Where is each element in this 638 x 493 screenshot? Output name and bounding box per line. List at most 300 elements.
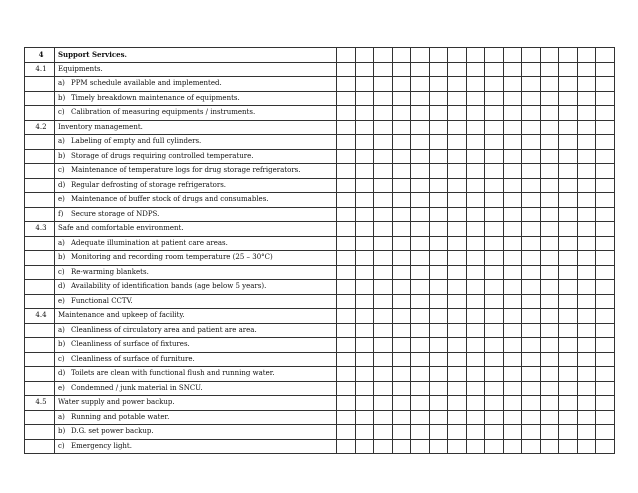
check-cell[interactable] bbox=[411, 77, 430, 92]
check-cell[interactable] bbox=[355, 106, 374, 121]
check-cell[interactable] bbox=[392, 352, 411, 367]
check-cell[interactable] bbox=[559, 280, 578, 295]
check-cell[interactable] bbox=[429, 164, 448, 179]
check-cell[interactable] bbox=[448, 106, 467, 121]
check-cell[interactable] bbox=[429, 48, 448, 63]
check-cell[interactable] bbox=[485, 149, 504, 164]
check-cell[interactable] bbox=[374, 106, 393, 121]
check-cell[interactable] bbox=[337, 135, 356, 150]
check-cell[interactable] bbox=[448, 222, 467, 237]
check-cell[interactable] bbox=[596, 193, 615, 208]
check-cell[interactable] bbox=[485, 280, 504, 295]
check-cell[interactable] bbox=[559, 309, 578, 324]
check-cell[interactable] bbox=[392, 439, 411, 454]
check-cell[interactable] bbox=[448, 265, 467, 280]
check-cell[interactable] bbox=[596, 164, 615, 179]
check-cell[interactable] bbox=[448, 120, 467, 135]
check-cell[interactable] bbox=[577, 309, 596, 324]
check-cell[interactable] bbox=[577, 396, 596, 411]
check-cell[interactable] bbox=[374, 410, 393, 425]
check-cell[interactable] bbox=[559, 207, 578, 222]
check-cell[interactable] bbox=[540, 265, 559, 280]
check-cell[interactable] bbox=[392, 265, 411, 280]
check-cell[interactable] bbox=[466, 425, 485, 440]
check-cell[interactable] bbox=[485, 164, 504, 179]
check-cell[interactable] bbox=[522, 135, 541, 150]
check-cell[interactable] bbox=[374, 236, 393, 251]
check-cell[interactable] bbox=[448, 91, 467, 106]
check-cell[interactable] bbox=[485, 251, 504, 266]
check-cell[interactable] bbox=[392, 164, 411, 179]
check-cell[interactable] bbox=[522, 193, 541, 208]
check-cell[interactable] bbox=[577, 265, 596, 280]
check-cell[interactable] bbox=[429, 352, 448, 367]
check-cell[interactable] bbox=[503, 280, 522, 295]
check-cell[interactable] bbox=[448, 309, 467, 324]
check-cell[interactable] bbox=[374, 338, 393, 353]
check-cell[interactable] bbox=[374, 207, 393, 222]
check-cell[interactable] bbox=[577, 410, 596, 425]
check-cell[interactable] bbox=[503, 178, 522, 193]
check-cell[interactable] bbox=[374, 77, 393, 92]
check-cell[interactable] bbox=[411, 236, 430, 251]
check-cell[interactable] bbox=[559, 381, 578, 396]
check-cell[interactable] bbox=[337, 251, 356, 266]
check-cell[interactable] bbox=[411, 294, 430, 309]
check-cell[interactable] bbox=[485, 338, 504, 353]
check-cell[interactable] bbox=[466, 222, 485, 237]
check-cell[interactable] bbox=[596, 439, 615, 454]
check-cell[interactable] bbox=[503, 439, 522, 454]
check-cell[interactable] bbox=[540, 352, 559, 367]
check-cell[interactable] bbox=[503, 91, 522, 106]
check-cell[interactable] bbox=[466, 294, 485, 309]
check-cell[interactable] bbox=[503, 381, 522, 396]
check-cell[interactable] bbox=[559, 439, 578, 454]
check-cell[interactable] bbox=[577, 236, 596, 251]
check-cell[interactable] bbox=[559, 323, 578, 338]
check-cell[interactable] bbox=[411, 106, 430, 121]
check-cell[interactable] bbox=[337, 439, 356, 454]
check-cell[interactable] bbox=[596, 48, 615, 63]
check-cell[interactable] bbox=[577, 439, 596, 454]
check-cell[interactable] bbox=[411, 149, 430, 164]
check-cell[interactable] bbox=[485, 193, 504, 208]
check-cell[interactable] bbox=[522, 77, 541, 92]
check-cell[interactable] bbox=[355, 91, 374, 106]
check-cell[interactable] bbox=[429, 323, 448, 338]
check-cell[interactable] bbox=[337, 294, 356, 309]
check-cell[interactable] bbox=[577, 323, 596, 338]
check-cell[interactable] bbox=[466, 439, 485, 454]
check-cell[interactable] bbox=[503, 410, 522, 425]
check-cell[interactable] bbox=[466, 251, 485, 266]
check-cell[interactable] bbox=[355, 48, 374, 63]
check-cell[interactable] bbox=[596, 309, 615, 324]
check-cell[interactable] bbox=[466, 280, 485, 295]
check-cell[interactable] bbox=[503, 135, 522, 150]
check-cell[interactable] bbox=[355, 251, 374, 266]
check-cell[interactable] bbox=[540, 178, 559, 193]
check-cell[interactable] bbox=[392, 410, 411, 425]
check-cell[interactable] bbox=[337, 222, 356, 237]
check-cell[interactable] bbox=[337, 323, 356, 338]
check-cell[interactable] bbox=[392, 425, 411, 440]
check-cell[interactable] bbox=[448, 164, 467, 179]
check-cell[interactable] bbox=[337, 77, 356, 92]
check-cell[interactable] bbox=[355, 381, 374, 396]
check-cell[interactable] bbox=[355, 164, 374, 179]
check-cell[interactable] bbox=[559, 48, 578, 63]
check-cell[interactable] bbox=[577, 149, 596, 164]
check-cell[interactable] bbox=[522, 120, 541, 135]
check-cell[interactable] bbox=[540, 294, 559, 309]
check-cell[interactable] bbox=[577, 62, 596, 77]
check-cell[interactable] bbox=[577, 178, 596, 193]
check-cell[interactable] bbox=[355, 396, 374, 411]
check-cell[interactable] bbox=[485, 309, 504, 324]
check-cell[interactable] bbox=[540, 91, 559, 106]
check-cell[interactable] bbox=[429, 222, 448, 237]
check-cell[interactable] bbox=[374, 222, 393, 237]
check-cell[interactable] bbox=[503, 265, 522, 280]
check-cell[interactable] bbox=[429, 294, 448, 309]
check-cell[interactable] bbox=[374, 149, 393, 164]
check-cell[interactable] bbox=[559, 410, 578, 425]
check-cell[interactable] bbox=[485, 48, 504, 63]
check-cell[interactable] bbox=[522, 106, 541, 121]
check-cell[interactable] bbox=[448, 251, 467, 266]
check-cell[interactable] bbox=[392, 280, 411, 295]
check-cell[interactable] bbox=[503, 106, 522, 121]
check-cell[interactable] bbox=[337, 280, 356, 295]
check-cell[interactable] bbox=[411, 120, 430, 135]
check-cell[interactable] bbox=[448, 77, 467, 92]
check-cell[interactable] bbox=[540, 425, 559, 440]
check-cell[interactable] bbox=[355, 193, 374, 208]
check-cell[interactable] bbox=[337, 193, 356, 208]
check-cell[interactable] bbox=[411, 62, 430, 77]
check-cell[interactable] bbox=[559, 149, 578, 164]
check-cell[interactable] bbox=[392, 120, 411, 135]
check-cell[interactable] bbox=[503, 338, 522, 353]
check-cell[interactable] bbox=[411, 48, 430, 63]
check-cell[interactable] bbox=[559, 294, 578, 309]
check-cell[interactable] bbox=[522, 381, 541, 396]
check-cell[interactable] bbox=[337, 309, 356, 324]
check-cell[interactable] bbox=[392, 207, 411, 222]
check-cell[interactable] bbox=[466, 207, 485, 222]
check-cell[interactable] bbox=[374, 48, 393, 63]
check-cell[interactable] bbox=[522, 48, 541, 63]
check-cell[interactable] bbox=[596, 77, 615, 92]
check-cell[interactable] bbox=[448, 62, 467, 77]
check-cell[interactable] bbox=[411, 367, 430, 382]
check-cell[interactable] bbox=[411, 251, 430, 266]
check-cell[interactable] bbox=[337, 91, 356, 106]
check-cell[interactable] bbox=[429, 265, 448, 280]
check-cell[interactable] bbox=[411, 323, 430, 338]
check-cell[interactable] bbox=[596, 352, 615, 367]
check-cell[interactable] bbox=[577, 207, 596, 222]
check-cell[interactable] bbox=[559, 222, 578, 237]
check-cell[interactable] bbox=[540, 193, 559, 208]
check-cell[interactable] bbox=[559, 236, 578, 251]
check-cell[interactable] bbox=[522, 323, 541, 338]
check-cell[interactable] bbox=[429, 106, 448, 121]
check-cell[interactable] bbox=[355, 77, 374, 92]
check-cell[interactable] bbox=[466, 164, 485, 179]
check-cell[interactable] bbox=[540, 396, 559, 411]
check-cell[interactable] bbox=[596, 265, 615, 280]
check-cell[interactable] bbox=[429, 77, 448, 92]
check-cell[interactable] bbox=[596, 62, 615, 77]
check-cell[interactable] bbox=[411, 178, 430, 193]
check-cell[interactable] bbox=[540, 410, 559, 425]
check-cell[interactable] bbox=[392, 77, 411, 92]
check-cell[interactable] bbox=[448, 352, 467, 367]
check-cell[interactable] bbox=[485, 207, 504, 222]
check-cell[interactable] bbox=[411, 193, 430, 208]
check-cell[interactable] bbox=[559, 164, 578, 179]
check-cell[interactable] bbox=[355, 120, 374, 135]
check-cell[interactable] bbox=[448, 367, 467, 382]
check-cell[interactable] bbox=[466, 135, 485, 150]
check-cell[interactable] bbox=[337, 48, 356, 63]
check-cell[interactable] bbox=[485, 410, 504, 425]
check-cell[interactable] bbox=[559, 135, 578, 150]
check-cell[interactable] bbox=[485, 294, 504, 309]
check-cell[interactable] bbox=[355, 265, 374, 280]
check-cell[interactable] bbox=[540, 164, 559, 179]
check-cell[interactable] bbox=[374, 91, 393, 106]
check-cell[interactable] bbox=[429, 207, 448, 222]
check-cell[interactable] bbox=[374, 367, 393, 382]
check-cell[interactable] bbox=[485, 77, 504, 92]
check-cell[interactable] bbox=[374, 309, 393, 324]
check-cell[interactable] bbox=[503, 425, 522, 440]
check-cell[interactable] bbox=[466, 381, 485, 396]
check-cell[interactable] bbox=[411, 338, 430, 353]
check-cell[interactable] bbox=[485, 62, 504, 77]
check-cell[interactable] bbox=[448, 323, 467, 338]
check-cell[interactable] bbox=[522, 207, 541, 222]
check-cell[interactable] bbox=[596, 178, 615, 193]
check-cell[interactable] bbox=[374, 164, 393, 179]
check-cell[interactable] bbox=[577, 91, 596, 106]
check-cell[interactable] bbox=[392, 149, 411, 164]
check-cell[interactable] bbox=[559, 106, 578, 121]
check-cell[interactable] bbox=[596, 338, 615, 353]
check-cell[interactable] bbox=[392, 48, 411, 63]
check-cell[interactable] bbox=[374, 265, 393, 280]
check-cell[interactable] bbox=[559, 367, 578, 382]
check-cell[interactable] bbox=[559, 77, 578, 92]
check-cell[interactable] bbox=[392, 309, 411, 324]
check-cell[interactable] bbox=[466, 120, 485, 135]
check-cell[interactable] bbox=[337, 178, 356, 193]
check-cell[interactable] bbox=[540, 251, 559, 266]
check-cell[interactable] bbox=[577, 294, 596, 309]
check-cell[interactable] bbox=[374, 135, 393, 150]
check-cell[interactable] bbox=[374, 425, 393, 440]
check-cell[interactable] bbox=[559, 352, 578, 367]
check-cell[interactable] bbox=[411, 222, 430, 237]
check-cell[interactable] bbox=[448, 178, 467, 193]
check-cell[interactable] bbox=[522, 222, 541, 237]
check-cell[interactable] bbox=[540, 149, 559, 164]
check-cell[interactable] bbox=[559, 338, 578, 353]
check-cell[interactable] bbox=[540, 439, 559, 454]
check-cell[interactable] bbox=[596, 120, 615, 135]
check-cell[interactable] bbox=[411, 91, 430, 106]
check-cell[interactable] bbox=[577, 106, 596, 121]
check-cell[interactable] bbox=[466, 178, 485, 193]
check-cell[interactable] bbox=[503, 62, 522, 77]
check-cell[interactable] bbox=[522, 265, 541, 280]
check-cell[interactable] bbox=[411, 265, 430, 280]
check-cell[interactable] bbox=[522, 280, 541, 295]
check-cell[interactable] bbox=[392, 381, 411, 396]
check-cell[interactable] bbox=[429, 439, 448, 454]
check-cell[interactable] bbox=[503, 352, 522, 367]
check-cell[interactable] bbox=[337, 381, 356, 396]
check-cell[interactable] bbox=[503, 309, 522, 324]
check-cell[interactable] bbox=[429, 381, 448, 396]
check-cell[interactable] bbox=[411, 352, 430, 367]
check-cell[interactable] bbox=[392, 236, 411, 251]
check-cell[interactable] bbox=[448, 207, 467, 222]
check-cell[interactable] bbox=[429, 309, 448, 324]
check-cell[interactable] bbox=[466, 193, 485, 208]
check-cell[interactable] bbox=[429, 367, 448, 382]
check-cell[interactable] bbox=[540, 207, 559, 222]
check-cell[interactable] bbox=[411, 207, 430, 222]
check-cell[interactable] bbox=[577, 48, 596, 63]
check-cell[interactable] bbox=[337, 149, 356, 164]
check-cell[interactable] bbox=[355, 309, 374, 324]
check-cell[interactable] bbox=[559, 178, 578, 193]
check-cell[interactable] bbox=[466, 106, 485, 121]
check-cell[interactable] bbox=[522, 410, 541, 425]
check-cell[interactable] bbox=[577, 251, 596, 266]
check-cell[interactable] bbox=[429, 193, 448, 208]
check-cell[interactable] bbox=[448, 425, 467, 440]
check-cell[interactable] bbox=[596, 236, 615, 251]
check-cell[interactable] bbox=[559, 251, 578, 266]
check-cell[interactable] bbox=[503, 367, 522, 382]
check-cell[interactable] bbox=[540, 222, 559, 237]
check-cell[interactable] bbox=[503, 207, 522, 222]
check-cell[interactable] bbox=[355, 338, 374, 353]
check-cell[interactable] bbox=[503, 149, 522, 164]
check-cell[interactable] bbox=[448, 439, 467, 454]
check-cell[interactable] bbox=[485, 381, 504, 396]
check-cell[interactable] bbox=[466, 149, 485, 164]
check-cell[interactable] bbox=[411, 396, 430, 411]
check-cell[interactable] bbox=[448, 381, 467, 396]
check-cell[interactable] bbox=[540, 106, 559, 121]
check-cell[interactable] bbox=[429, 120, 448, 135]
check-cell[interactable] bbox=[355, 236, 374, 251]
check-cell[interactable] bbox=[448, 280, 467, 295]
check-cell[interactable] bbox=[337, 338, 356, 353]
check-cell[interactable] bbox=[485, 106, 504, 121]
check-cell[interactable] bbox=[596, 251, 615, 266]
check-cell[interactable] bbox=[559, 62, 578, 77]
check-cell[interactable] bbox=[429, 425, 448, 440]
check-cell[interactable] bbox=[485, 352, 504, 367]
check-cell[interactable] bbox=[596, 106, 615, 121]
check-cell[interactable] bbox=[540, 280, 559, 295]
check-cell[interactable] bbox=[392, 193, 411, 208]
check-cell[interactable] bbox=[355, 207, 374, 222]
check-cell[interactable] bbox=[374, 251, 393, 266]
check-cell[interactable] bbox=[429, 91, 448, 106]
check-cell[interactable] bbox=[540, 236, 559, 251]
check-cell[interactable] bbox=[503, 323, 522, 338]
check-cell[interactable] bbox=[577, 193, 596, 208]
check-cell[interactable] bbox=[448, 338, 467, 353]
check-cell[interactable] bbox=[540, 120, 559, 135]
check-cell[interactable] bbox=[355, 425, 374, 440]
check-cell[interactable] bbox=[485, 265, 504, 280]
check-cell[interactable] bbox=[429, 62, 448, 77]
check-cell[interactable] bbox=[448, 135, 467, 150]
check-cell[interactable] bbox=[392, 251, 411, 266]
check-cell[interactable] bbox=[337, 236, 356, 251]
check-cell[interactable] bbox=[596, 396, 615, 411]
check-cell[interactable] bbox=[429, 280, 448, 295]
check-cell[interactable] bbox=[466, 338, 485, 353]
check-cell[interactable] bbox=[337, 106, 356, 121]
check-cell[interactable] bbox=[522, 91, 541, 106]
check-cell[interactable] bbox=[540, 381, 559, 396]
check-cell[interactable] bbox=[337, 425, 356, 440]
check-cell[interactable] bbox=[596, 323, 615, 338]
check-cell[interactable] bbox=[522, 251, 541, 266]
check-cell[interactable] bbox=[577, 381, 596, 396]
check-cell[interactable] bbox=[577, 120, 596, 135]
check-cell[interactable] bbox=[429, 135, 448, 150]
check-cell[interactable] bbox=[355, 280, 374, 295]
check-cell[interactable] bbox=[429, 236, 448, 251]
check-cell[interactable] bbox=[485, 396, 504, 411]
check-cell[interactable] bbox=[503, 164, 522, 179]
check-cell[interactable] bbox=[559, 396, 578, 411]
check-cell[interactable] bbox=[355, 439, 374, 454]
check-cell[interactable] bbox=[596, 135, 615, 150]
check-cell[interactable] bbox=[466, 236, 485, 251]
check-cell[interactable] bbox=[559, 120, 578, 135]
check-cell[interactable] bbox=[355, 367, 374, 382]
check-cell[interactable] bbox=[503, 120, 522, 135]
check-cell[interactable] bbox=[466, 410, 485, 425]
check-cell[interactable] bbox=[503, 396, 522, 411]
check-cell[interactable] bbox=[411, 381, 430, 396]
check-cell[interactable] bbox=[577, 222, 596, 237]
check-cell[interactable] bbox=[355, 62, 374, 77]
check-cell[interactable] bbox=[522, 236, 541, 251]
check-cell[interactable] bbox=[596, 222, 615, 237]
check-cell[interactable] bbox=[466, 62, 485, 77]
check-cell[interactable] bbox=[374, 294, 393, 309]
check-cell[interactable] bbox=[429, 338, 448, 353]
check-cell[interactable] bbox=[577, 352, 596, 367]
check-cell[interactable] bbox=[559, 91, 578, 106]
check-cell[interactable] bbox=[559, 193, 578, 208]
check-cell[interactable] bbox=[337, 367, 356, 382]
